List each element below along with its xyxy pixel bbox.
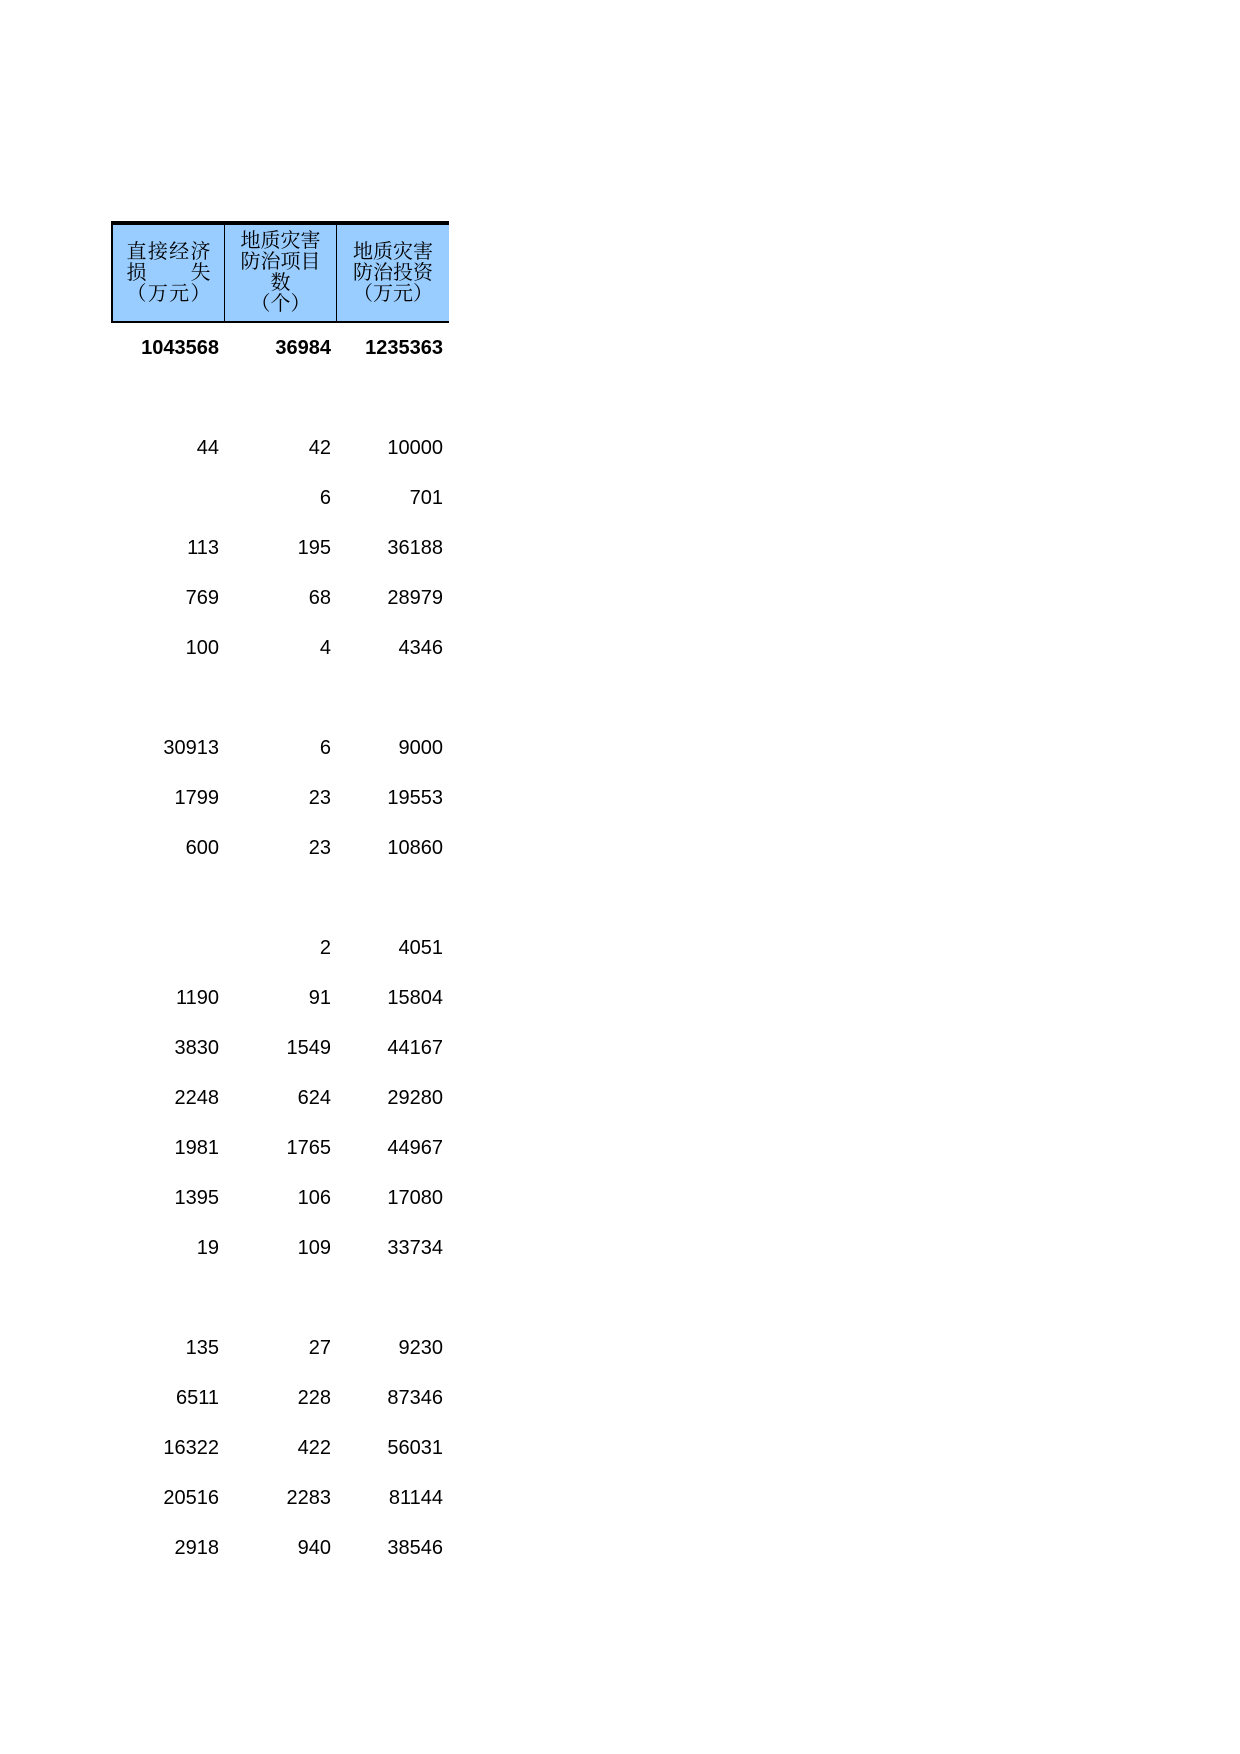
header-label: 直接经济 损 失 （万元） bbox=[126, 240, 211, 305]
table-row bbox=[111, 1483, 447, 1513]
cell-project-count: 1765 bbox=[286, 1136, 331, 1159]
table-row bbox=[111, 433, 447, 463]
table-row bbox=[111, 833, 447, 863]
table-row bbox=[111, 983, 447, 1013]
cell-direct-loss: 19 bbox=[196, 1236, 219, 1259]
cell-direct-loss: 1043568 bbox=[141, 336, 219, 359]
table-header bbox=[111, 221, 449, 323]
table-row bbox=[111, 1333, 447, 1363]
cell-direct-loss: 1190 bbox=[175, 986, 219, 1009]
cell-investment: 44967 bbox=[387, 1136, 443, 1159]
header-label: 地质灾害 防治项目 数 （个） bbox=[240, 230, 321, 315]
cell-investment: 87346 bbox=[387, 1386, 443, 1409]
cell-project-count: 2283 bbox=[286, 1486, 331, 1509]
table-row bbox=[111, 1533, 447, 1563]
cell-direct-loss: 1799 bbox=[174, 786, 219, 809]
cell-project-count: 106 bbox=[297, 1186, 331, 1209]
cell-project-count: 23 bbox=[308, 836, 331, 859]
table-row bbox=[111, 533, 447, 563]
cell-project-count: 228 bbox=[297, 1386, 331, 1409]
cell-investment: 701 bbox=[409, 486, 443, 509]
cell-project-count: 91 bbox=[308, 986, 331, 1009]
cell-project-count: 422 bbox=[297, 1436, 331, 1459]
table-row bbox=[111, 1033, 447, 1063]
header-prevention-investment bbox=[337, 225, 449, 321]
header-label: 地质灾害 防治投资 （万元） bbox=[353, 240, 433, 305]
table-row bbox=[111, 733, 447, 763]
cell-investment: 4051 bbox=[398, 936, 443, 959]
cell-investment: 9230 bbox=[398, 1336, 443, 1359]
cell-project-count: 195 bbox=[297, 536, 331, 559]
cell-project-count: 940 bbox=[297, 1536, 331, 1559]
cell-direct-loss: 1981 bbox=[174, 1136, 219, 1159]
cell-direct-loss: 2248 bbox=[174, 1086, 219, 1109]
header-prevention-project-count bbox=[225, 225, 337, 321]
table-row bbox=[111, 1183, 447, 1213]
cell-direct-loss: 30913 bbox=[163, 736, 219, 759]
table-row bbox=[111, 483, 447, 513]
cell-investment: 1235363 bbox=[365, 336, 443, 359]
table-row bbox=[111, 633, 447, 663]
cell-direct-loss: 135 bbox=[185, 1336, 219, 1359]
cell-project-count: 2 bbox=[319, 936, 331, 959]
cell-direct-loss: 44 bbox=[196, 436, 219, 459]
cell-project-count: 6 bbox=[319, 486, 331, 509]
cell-investment: 33734 bbox=[387, 1236, 443, 1259]
table-row bbox=[111, 583, 447, 613]
table-row bbox=[111, 933, 447, 963]
cell-project-count: 68 bbox=[308, 586, 331, 609]
cell-investment: 29280 bbox=[387, 1086, 443, 1109]
cell-direct-loss: 769 bbox=[185, 586, 219, 609]
cell-project-count: 6 bbox=[319, 736, 331, 759]
table-row-total bbox=[111, 333, 447, 363]
cell-project-count: 36984 bbox=[275, 336, 331, 359]
cell-direct-loss: 1395 bbox=[174, 1186, 219, 1209]
cell-direct-loss: 100 bbox=[185, 636, 219, 659]
cell-investment: 28979 bbox=[387, 586, 443, 609]
cell-investment: 19553 bbox=[387, 786, 443, 809]
table-row bbox=[111, 1433, 447, 1463]
cell-project-count: 109 bbox=[297, 1236, 331, 1259]
cell-investment: 10860 bbox=[387, 836, 443, 859]
cell-investment: 17080 bbox=[387, 1186, 443, 1209]
cell-investment: 44167 bbox=[387, 1036, 443, 1059]
cell-project-count: 4 bbox=[319, 636, 331, 659]
table-row bbox=[111, 1083, 447, 1113]
cell-project-count: 23 bbox=[308, 786, 331, 809]
cell-direct-loss: 20516 bbox=[163, 1486, 219, 1509]
cell-direct-loss: 3830 bbox=[174, 1036, 219, 1059]
header-direct-economic-loss bbox=[113, 225, 225, 321]
cell-investment: 4346 bbox=[398, 636, 443, 659]
data-table bbox=[111, 221, 449, 1559]
cell-investment: 15804 bbox=[387, 986, 443, 1009]
table-row bbox=[111, 1383, 447, 1413]
cell-investment: 38546 bbox=[387, 1536, 443, 1559]
cell-investment: 56031 bbox=[387, 1436, 443, 1459]
table-row bbox=[111, 783, 447, 813]
cell-direct-loss: 6511 bbox=[175, 1386, 219, 1409]
cell-investment: 81144 bbox=[388, 1486, 443, 1509]
cell-project-count: 624 bbox=[297, 1086, 331, 1109]
cell-project-count: 42 bbox=[308, 436, 331, 459]
cell-project-count: 1549 bbox=[286, 1036, 331, 1059]
cell-direct-loss: 600 bbox=[185, 836, 219, 859]
cell-direct-loss: 113 bbox=[187, 536, 219, 559]
cell-investment: 36188 bbox=[387, 536, 443, 559]
table-row bbox=[111, 1233, 447, 1263]
table-row bbox=[111, 1133, 447, 1163]
cell-direct-loss: 16322 bbox=[163, 1436, 219, 1459]
cell-investment: 10000 bbox=[387, 436, 443, 459]
cell-direct-loss: 2918 bbox=[174, 1536, 219, 1559]
cell-project-count: 27 bbox=[308, 1336, 331, 1359]
cell-investment: 9000 bbox=[398, 736, 443, 759]
